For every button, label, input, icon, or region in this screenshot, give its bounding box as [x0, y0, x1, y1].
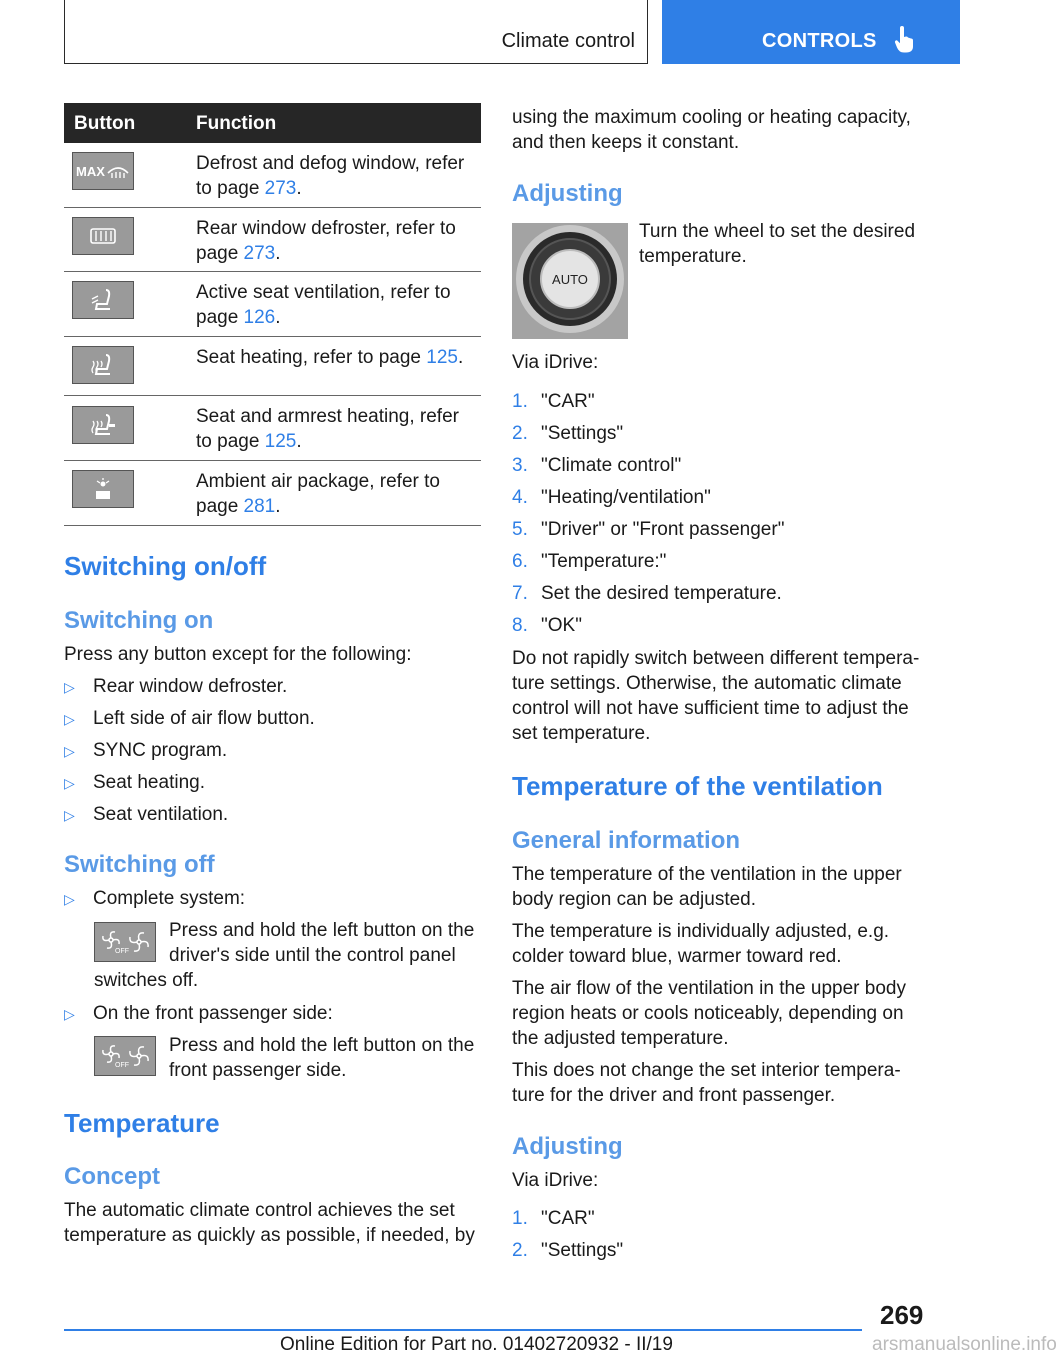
table-header-button: Button	[74, 113, 136, 134]
pointing-hand-icon	[894, 26, 916, 54]
svg-text:OFF: OFF	[115, 948, 129, 955]
table-header	[64, 103, 481, 143]
general-information-heading: General information	[512, 827, 741, 854]
button-function-table	[64, 103, 481, 526]
adjusting2-heading: Adjusting	[512, 1133, 623, 1160]
page-link[interactable]: 125	[426, 347, 458, 368]
max-defrost-icon	[72, 152, 134, 190]
bullet-triangle-icon: ▷	[64, 775, 75, 791]
bullet-triangle-icon: ▷	[64, 1006, 75, 1022]
page-link[interactable]: 273	[264, 178, 297, 199]
svg-text:MAX: MAX	[76, 164, 105, 179]
header-section-box	[64, 0, 648, 64]
bullet-triangle-icon: ▷	[64, 743, 75, 759]
table-row-function: Ambient air package, refer to page 281.	[196, 471, 440, 517]
table-row-function: Rear window defroster, refer to page 273.	[196, 218, 456, 264]
table-row	[64, 461, 481, 526]
warning-line: set temperature.	[512, 723, 651, 744]
warning-line: Do not rapidly switch between different tempera-	[512, 648, 920, 669]
footer-edition: Online Edition for Part no. 01402720932 - II/19	[280, 1334, 673, 1355]
switching-off-heading: Switching off	[64, 851, 215, 878]
fan-off-button-icon	[94, 922, 156, 962]
table-row	[64, 396, 481, 461]
list-item: ▷ Left side of air flow button.	[64, 706, 315, 732]
general-text: body region can be adjusted.	[512, 889, 757, 910]
fan-off-button-icon	[94, 1036, 156, 1076]
general-text: the adjusted temperature.	[512, 1028, 729, 1049]
list-item: ▷ On the front passenger side:	[64, 1001, 333, 1027]
list-item: 3. "Climate control"	[512, 455, 682, 476]
list-item: 2. "Settings"	[512, 423, 624, 444]
page-link[interactable]: 273	[243, 243, 276, 264]
list-item: 5. "Driver" or "Front passenger"	[512, 519, 785, 540]
page-number: 269	[880, 1300, 924, 1330]
ambient-air-icon	[72, 470, 134, 508]
bullet-triangle-icon: ▷	[64, 807, 75, 823]
off-item1-line: driver's side until the control panel	[169, 945, 456, 966]
temperature-heading: Temperature	[64, 1108, 220, 1138]
switching-on-heading: Switching on	[64, 607, 214, 634]
list-item: 7. Set the desired temperature.	[512, 583, 782, 604]
list-item: 4. "Heating/ventilation"	[512, 487, 711, 508]
table-row	[64, 272, 481, 337]
wheel-text: temperature.	[639, 246, 747, 267]
general-text: The temperature of the ventilation in the upper	[512, 864, 902, 885]
bullet-triangle-icon: ▷	[64, 679, 75, 695]
table-header-function: Function	[196, 113, 277, 134]
list-item: ▷ Seat heating.	[64, 770, 205, 796]
continued-line: and then keeps it constant.	[512, 132, 740, 153]
off-item2-line: Press and hold the left button on the	[169, 1035, 475, 1056]
switching-on-intro: Press any button except for the following:	[64, 644, 412, 665]
list-item: 2. "Settings"	[512, 1240, 624, 1261]
table-row-function: Seat and armrest heating, refer to page 125.	[196, 406, 459, 452]
list-item: 1. "CAR"	[512, 391, 595, 412]
svg-text:OFF: OFF	[115, 1062, 129, 1069]
header-section-title: Climate control	[501, 30, 635, 52]
general-text: ture for the driver and front passenger.	[512, 1085, 836, 1106]
list-item: ▷ Rear window defroster.	[64, 674, 287, 700]
warning-line: control will not have sufficient time to adjust the	[512, 698, 909, 719]
concept-line: The automatic climate control achieves the set	[64, 1200, 455, 1221]
page-link[interactable]: 126	[243, 307, 276, 328]
knob-auto-label: AUTO	[552, 272, 588, 287]
table-row-function: Seat heating, refer to page 125.	[196, 347, 464, 368]
switching-onoff-heading: Switching on/off	[64, 551, 267, 581]
list-item: ▷ Complete system:	[64, 886, 245, 912]
general-text: The air flow of the ventilation in the upper body	[512, 978, 906, 999]
off-item2-line: front passenger side.	[169, 1060, 347, 1081]
via-idrive-label: Via iDrive:	[512, 352, 599, 373]
list-item: ▷ SYNC program.	[64, 738, 227, 764]
list-item: 8. "OK"	[512, 615, 582, 636]
seat-ventilation-icon	[72, 281, 134, 319]
table-row	[64, 337, 481, 396]
temperature-wheel-photo	[512, 223, 628, 339]
warning-line: ture settings. Otherwise, the automatic climate	[512, 673, 902, 694]
adjusting-heading: Adjusting	[512, 180, 623, 207]
page-link[interactable]: 281	[243, 496, 276, 517]
seat-heating-icon	[72, 346, 134, 384]
bullet-triangle-icon: ▷	[64, 711, 75, 727]
rear-window-defroster-icon	[72, 217, 134, 255]
footer-divider	[64, 1329, 862, 1331]
off-item1-line: switches off.	[94, 970, 199, 991]
header-chapter-title: CONTROLS	[762, 30, 877, 52]
bullet-triangle-icon: ▷	[64, 891, 75, 907]
table-row-function: Active seat ventilation, refer to page 126.	[196, 282, 451, 328]
via-idrive-label: Via iDrive:	[512, 1170, 599, 1191]
continued-line: using the maximum cooling or heating capacity,	[512, 107, 911, 128]
seat-armrest-heating-icon	[72, 406, 134, 444]
general-text: The temperature is individually adjusted, e.g.	[512, 921, 890, 942]
wheel-text: Turn the wheel to set the desired	[639, 221, 916, 242]
concept-line: temperature as quickly as possible, if needed, by	[64, 1225, 475, 1246]
off-item1-line: Press and hold the left button on the	[169, 920, 475, 941]
page-link[interactable]: 125	[264, 431, 297, 452]
list-item: ▷ Seat ventilation.	[64, 802, 228, 828]
ventilation-temperature-heading: Temperature of the ventilation	[512, 771, 883, 801]
general-text: colder toward blue, warmer toward red.	[512, 946, 842, 967]
table-row	[64, 208, 481, 272]
table-row	[64, 143, 481, 208]
list-item: 6. "Temperature:"	[512, 551, 667, 572]
header-chapter-tab[interactable]	[662, 0, 960, 64]
watermark-text: arsmanualsonline.info	[872, 1334, 1057, 1355]
list-item: 1. "CAR"	[512, 1208, 595, 1229]
concept-heading: Concept	[64, 1163, 160, 1190]
general-text: region heats or cools noticeably, depending on	[512, 1003, 904, 1024]
general-text: This does not change the set interior tempera-	[512, 1060, 901, 1081]
table-row-function: Defrost and defog window, refer to page 273.	[196, 153, 465, 199]
